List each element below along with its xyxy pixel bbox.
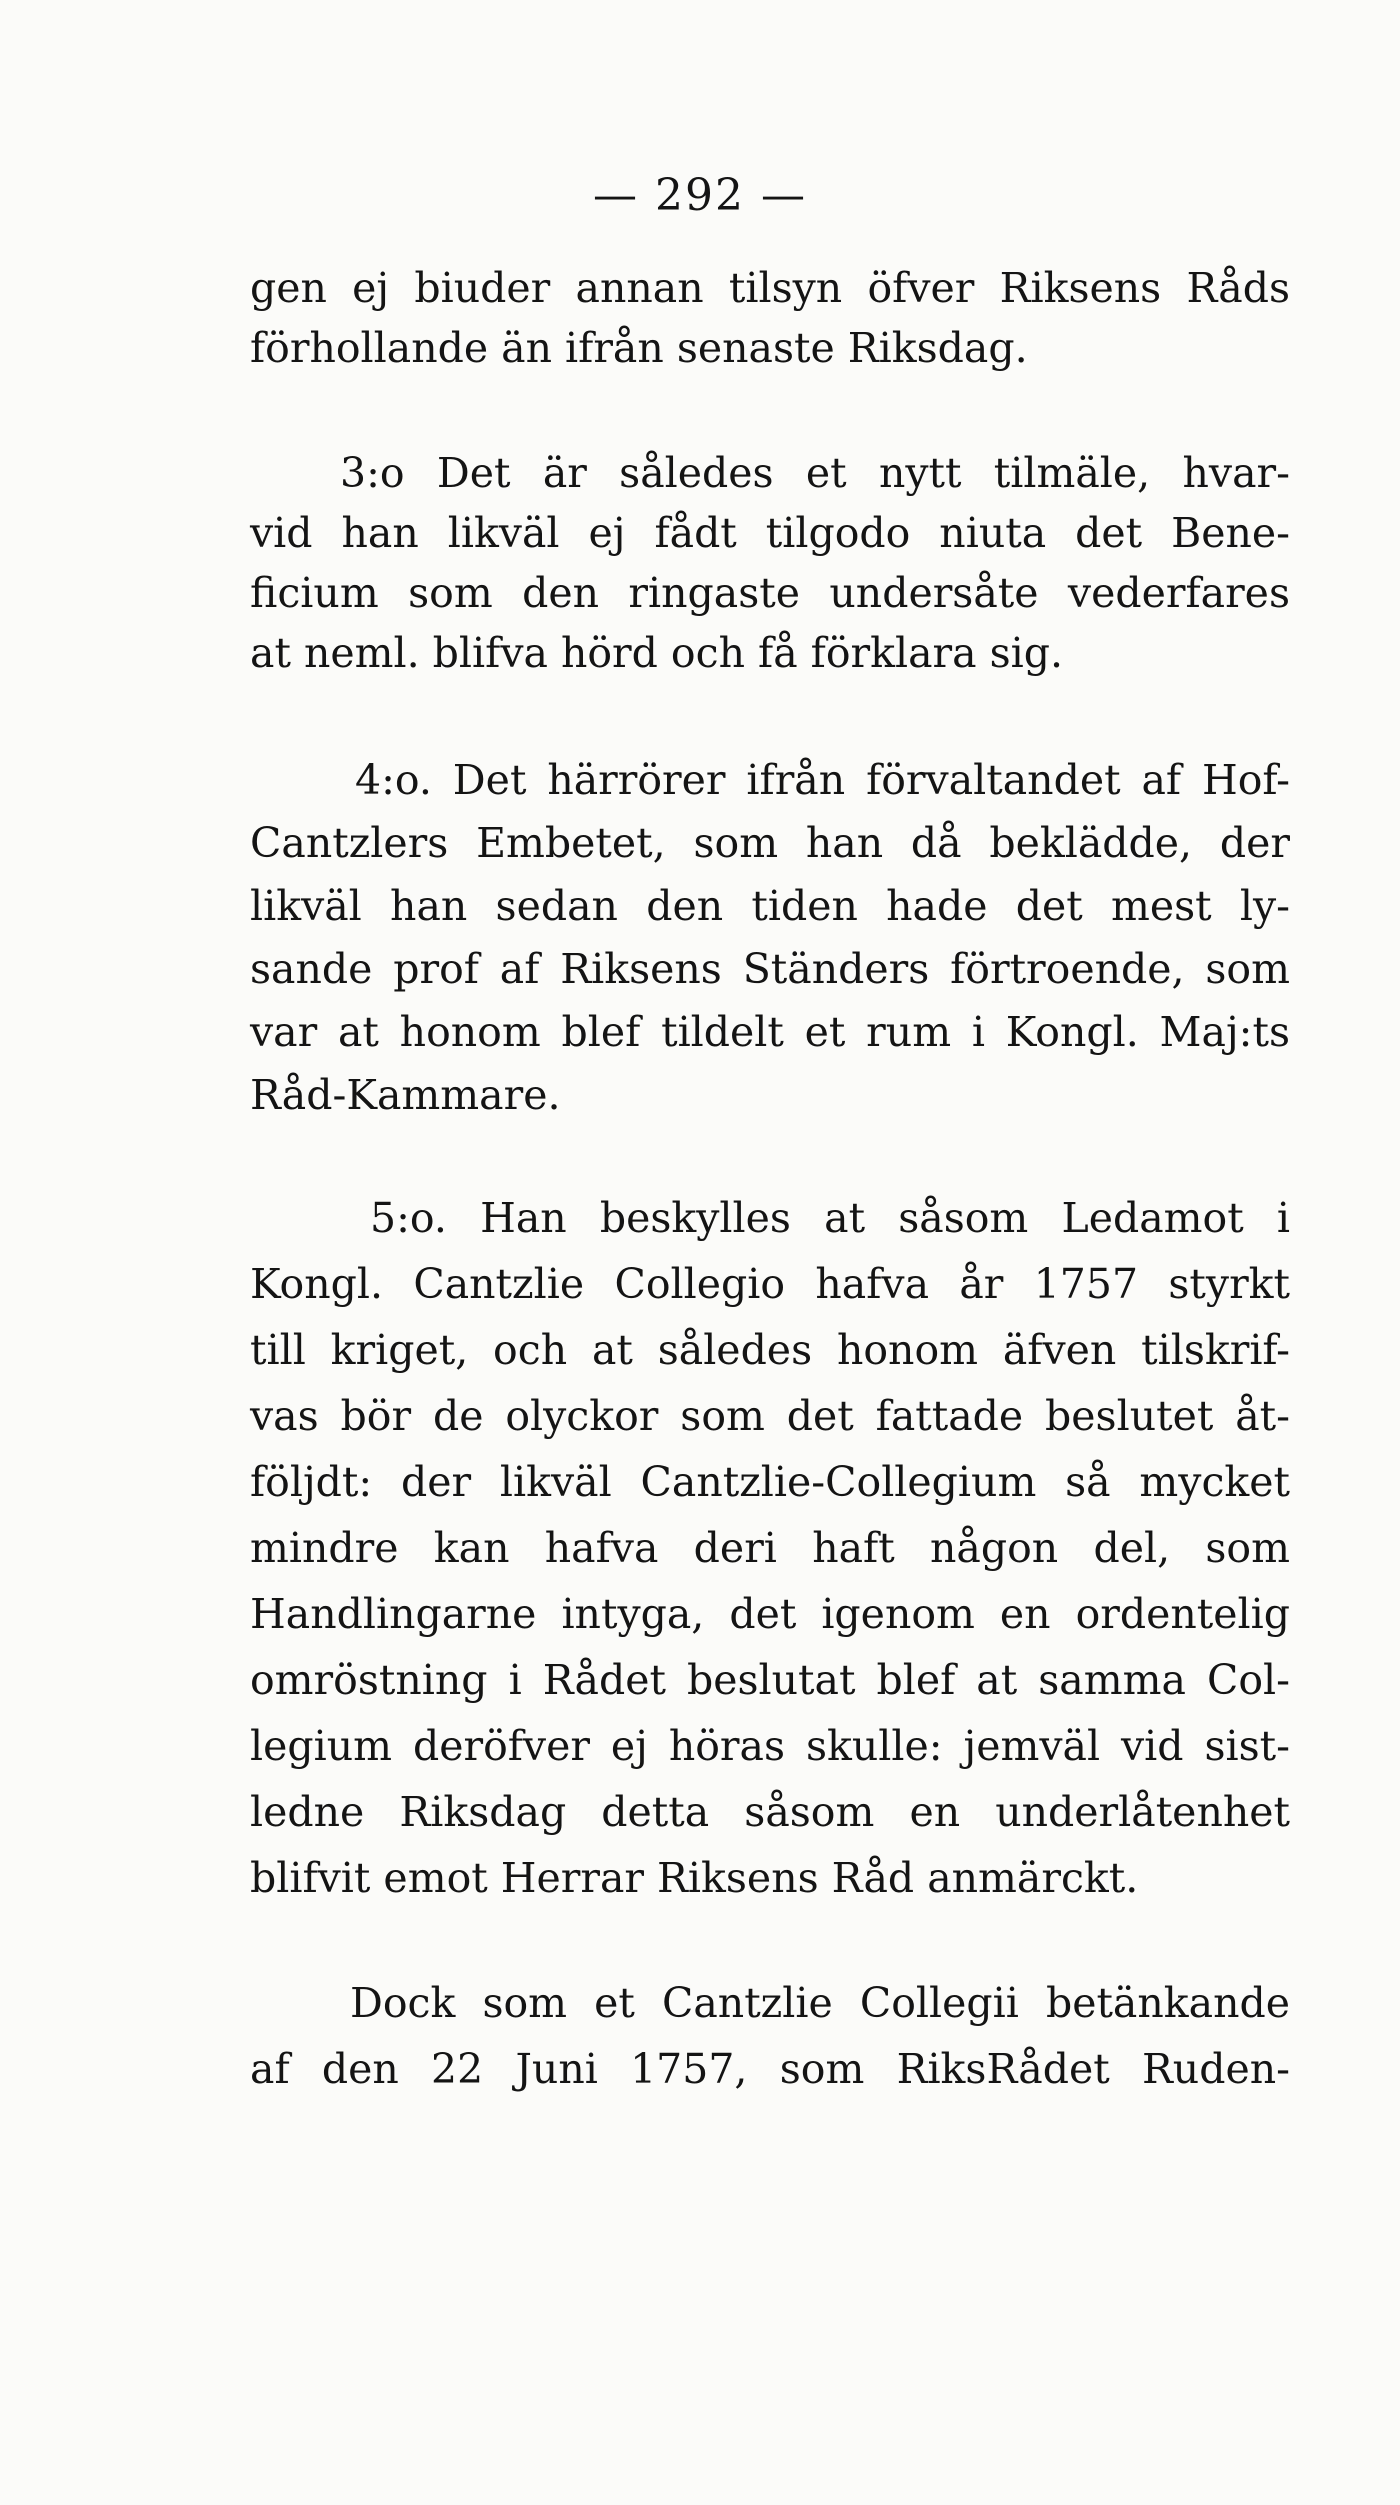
text-line: 4:o. Det härrörer ifrån förvaltandet af Hof- — [355, 756, 1290, 804]
text-line: Kongl. Cantzlie Collegio hafva år 1757 styrkt — [250, 1260, 1290, 1308]
text-line: ficium som den ringaste undersåte vederfares — [250, 569, 1290, 617]
text-line: Råd-Kammare. — [250, 1071, 561, 1119]
text-line: likväl han sedan den tiden hade det mest ly- — [250, 882, 1290, 930]
text-line: blifvit emot Herrar Riksens Råd anmärckt. — [250, 1854, 1139, 1902]
text-line: förhollande än ifrån senaste Riksdag. — [250, 324, 1028, 372]
text-line: legium deröfver ej höras skulle: jemväl vid sist- — [250, 1722, 1290, 1770]
text-line: Handlingarne intyga, det igenom en ordentelig — [250, 1590, 1290, 1638]
text-line: at neml. blifva hörd och få förklara sig. — [250, 629, 1064, 677]
text-line: till kriget, och at således honom äfven tilskrif- — [250, 1326, 1290, 1374]
text-line: gen ej biuder annan tilsyn öfver Riksens Råds — [250, 264, 1290, 312]
text-line: följdt: der likväl Cantzlie-Collegium så mycket — [250, 1458, 1290, 1506]
text-line: vas bör de olyckor som det fattade beslutet åt- — [250, 1392, 1290, 1440]
text-line: var at honom blef tildelt et rum i Kongl. Maj:ts — [250, 1008, 1290, 1056]
text-line: mindre kan hafva deri haft någon del, som — [250, 1524, 1290, 1572]
text-line: sande prof af Riksens Ständers förtroende, som — [250, 945, 1290, 993]
text-line: vid han likväl ej fådt tilgodo niuta det Bene- — [250, 509, 1290, 557]
text-line: af den 22 Juni 1757, som RiksRådet Ruden- — [250, 2045, 1290, 2093]
text-line: 5:o. Han beskylles at såsom Ledamot i — [370, 1194, 1290, 1242]
text-line: omröstning i Rådet beslutat blef at samma Col- — [250, 1656, 1290, 1704]
page-number: — 292 — — [593, 170, 807, 221]
text-line: 3:o Det är således et nytt tilmäle, hvar- — [340, 449, 1290, 497]
text-line: Cantzlers Embetet, som han då beklädde, der — [250, 819, 1290, 867]
text-line: Dock som et Cantzlie Collegii betänkande — [350, 1979, 1290, 2027]
text-line: ledne Riksdag detta såsom en underlåtenhet — [250, 1788, 1290, 1836]
